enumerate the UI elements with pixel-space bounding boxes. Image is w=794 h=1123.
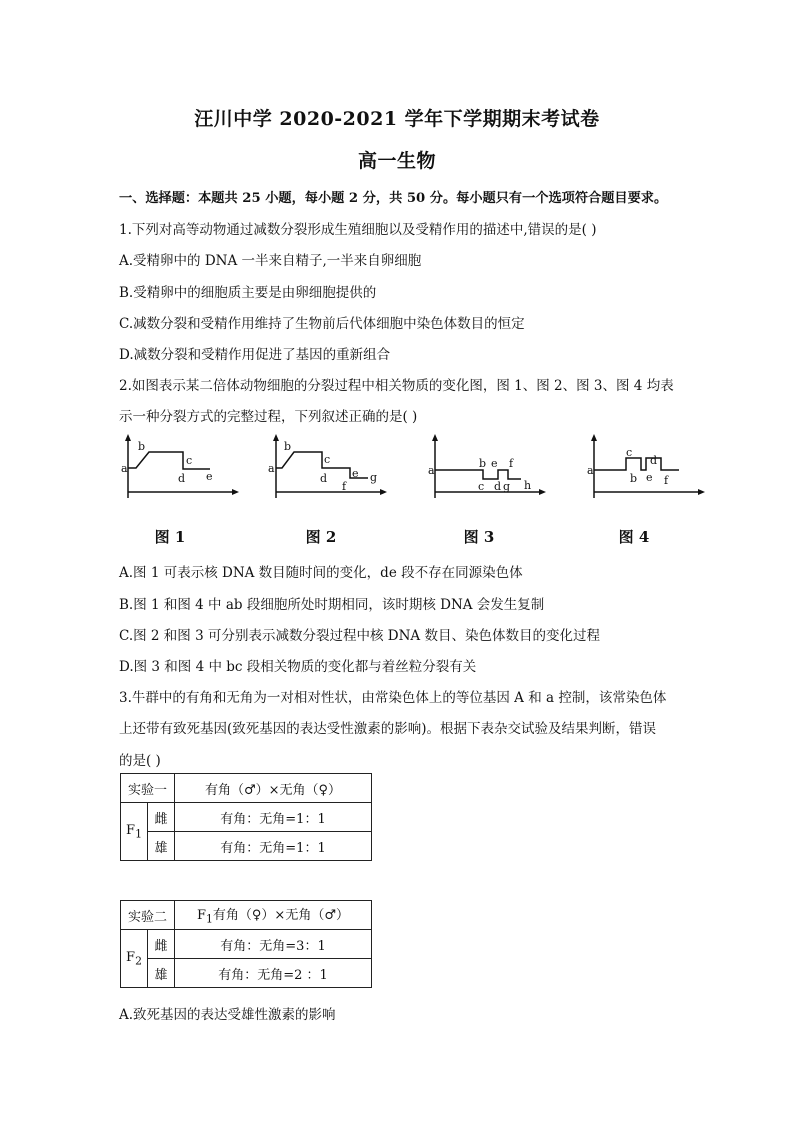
exp2-male-label: 雄 bbox=[148, 959, 175, 988]
fig1-label-c: c bbox=[186, 454, 193, 467]
figure-2-label: 图 2 bbox=[305, 528, 337, 546]
exp1-female-result: 有角：无角=1：1 bbox=[175, 803, 372, 832]
exp2-generation: $F_2$ bbox=[121, 930, 148, 988]
fig4-label-e: e bbox=[646, 471, 653, 484]
q3-stem-line1: 3.牛群中的有角和无角为一对相对性状，由常染色体上的等位基因 A 和 a 控制，该常染色体 bbox=[119, 690, 667, 706]
exp1-male-result: 有角：无角=1：1 bbox=[175, 832, 372, 861]
fig4-label-f: f bbox=[664, 474, 669, 487]
figure-3-graph bbox=[425, 434, 550, 502]
fig3-label-e: e bbox=[491, 457, 498, 470]
fig4-label-a: a bbox=[587, 464, 594, 477]
fig2-label-a: a bbox=[268, 462, 275, 475]
fig3-label-c: c bbox=[478, 480, 485, 493]
exp1-name: 实验一 bbox=[121, 774, 175, 803]
q1-option-b: B.受精卵中的细胞质主要是由卵细胞提供的 bbox=[119, 285, 377, 301]
q1-stem: 1.下列对高等动物通过减数分裂形成生殖细胞以及受精作用的描述中,错误的是( ) bbox=[119, 222, 597, 238]
fig3-label-b: b bbox=[479, 457, 487, 470]
fig4-label-c: c bbox=[626, 446, 633, 459]
exp1-generation: $F_1$ bbox=[121, 803, 148, 861]
fig3-label-g: g bbox=[503, 480, 511, 493]
fig3-label-d: d bbox=[494, 480, 502, 493]
figure-1-graph bbox=[118, 434, 243, 502]
q2-option-d: D.图 3 和图 4 中 bc 段相关物质的变化都与着丝粒分裂有关 bbox=[119, 659, 477, 675]
exp2-male-result: 有角：无角=2 ：1 bbox=[175, 959, 372, 988]
fig2-label-c: c bbox=[324, 453, 331, 466]
fig1-label-d: d bbox=[178, 472, 186, 485]
q1-option-d: D.减数分裂和受精作用促进了基因的重新组合 bbox=[119, 347, 391, 363]
exp1-male-label: 雄 bbox=[148, 832, 175, 861]
exam-subtitle: 高一生物 bbox=[357, 150, 436, 172]
fig1-label-e: e bbox=[206, 470, 213, 483]
q3-stem-line3: 的是( ) bbox=[119, 753, 161, 769]
fig3-label-f: f bbox=[509, 457, 514, 470]
exp1-female-label: 雌 bbox=[148, 803, 175, 832]
q3-option-a: A.致死基因的表达受雄性激素的影响 bbox=[119, 1007, 336, 1023]
figure-2-graph bbox=[266, 434, 391, 502]
q1-option-c: C.减数分裂和受精作用维持了生物前后代体细胞中染色体数目的恒定 bbox=[119, 316, 525, 332]
exp2-female-label: 雌 bbox=[148, 930, 175, 959]
fig3-label-a: a bbox=[428, 464, 435, 477]
fig4-label-b: b bbox=[630, 472, 638, 485]
fig2-label-e: e bbox=[352, 467, 359, 480]
q3-stem-line2: 上还带有致死基因(致死基因的表达受性激素的影响)。根据下表杂交试验及结果判断，错误 bbox=[119, 721, 657, 737]
q1-option-a: A.受精卵中的 DNA 一半来自精子,一半来自卵细胞 bbox=[119, 253, 422, 269]
q2-option-a: A.图 1 可表示核 DNA 数目随时间的变化，de 段不存在同源染色体 bbox=[119, 565, 523, 581]
fig1-label-b: b bbox=[138, 440, 146, 453]
fig2-label-f: f bbox=[342, 480, 347, 493]
exp2-female-result: 有角：无角=3：1 bbox=[175, 930, 372, 959]
experiment-1-table bbox=[120, 773, 372, 861]
exp1-cross: 有角（♂）×无角（♀） bbox=[175, 774, 372, 803]
q2-stem-line1: 2.如图表示某二倍体动物细胞的分裂过程中相关物质的变化图，图 1、图 2、图 3、图 4 均表 bbox=[119, 378, 674, 394]
figure-4-label: 图 4 bbox=[618, 528, 650, 546]
figure-1-label: 图 1 bbox=[154, 528, 186, 546]
experiment-2-table bbox=[120, 900, 372, 988]
fig2-label-d: d bbox=[320, 472, 328, 485]
figure-3-label: 图 3 bbox=[463, 528, 495, 546]
figure-4-graph bbox=[584, 434, 709, 502]
fig1-label-a: a bbox=[121, 462, 128, 475]
fig3-label-h: h bbox=[524, 479, 532, 492]
fig4-label-d: d bbox=[650, 454, 658, 467]
fig2-label-b: b bbox=[284, 440, 292, 453]
exp2-name: 实验二 bbox=[121, 901, 175, 930]
exam-title: 汪川中学 2020-2021 学年下学期期末考试卷 bbox=[194, 108, 600, 130]
q2-option-c: C.图 2 和图 3 可分别表示减数分裂过程中核 DNA 数目、染色体数目的变化过程 bbox=[119, 628, 600, 644]
q2-option-b: B.图 1 和图 4 中 ab 段细胞所处时期相同，该时期核 DNA 会发生复制 bbox=[119, 597, 545, 613]
section-heading: 一、选择题：本题共 25 小题，每小题 2 分，共 50 分。每小题只有一个选项符合题目要求。 bbox=[119, 191, 668, 206]
fig2-label-g: g bbox=[370, 471, 378, 484]
exp2-cross: $F_1$有角（♀）×无角（♂） bbox=[175, 901, 372, 930]
q2-stem-line2: 示一种分裂方式的完整过程，下列叙述正确的是( ) bbox=[119, 409, 418, 425]
